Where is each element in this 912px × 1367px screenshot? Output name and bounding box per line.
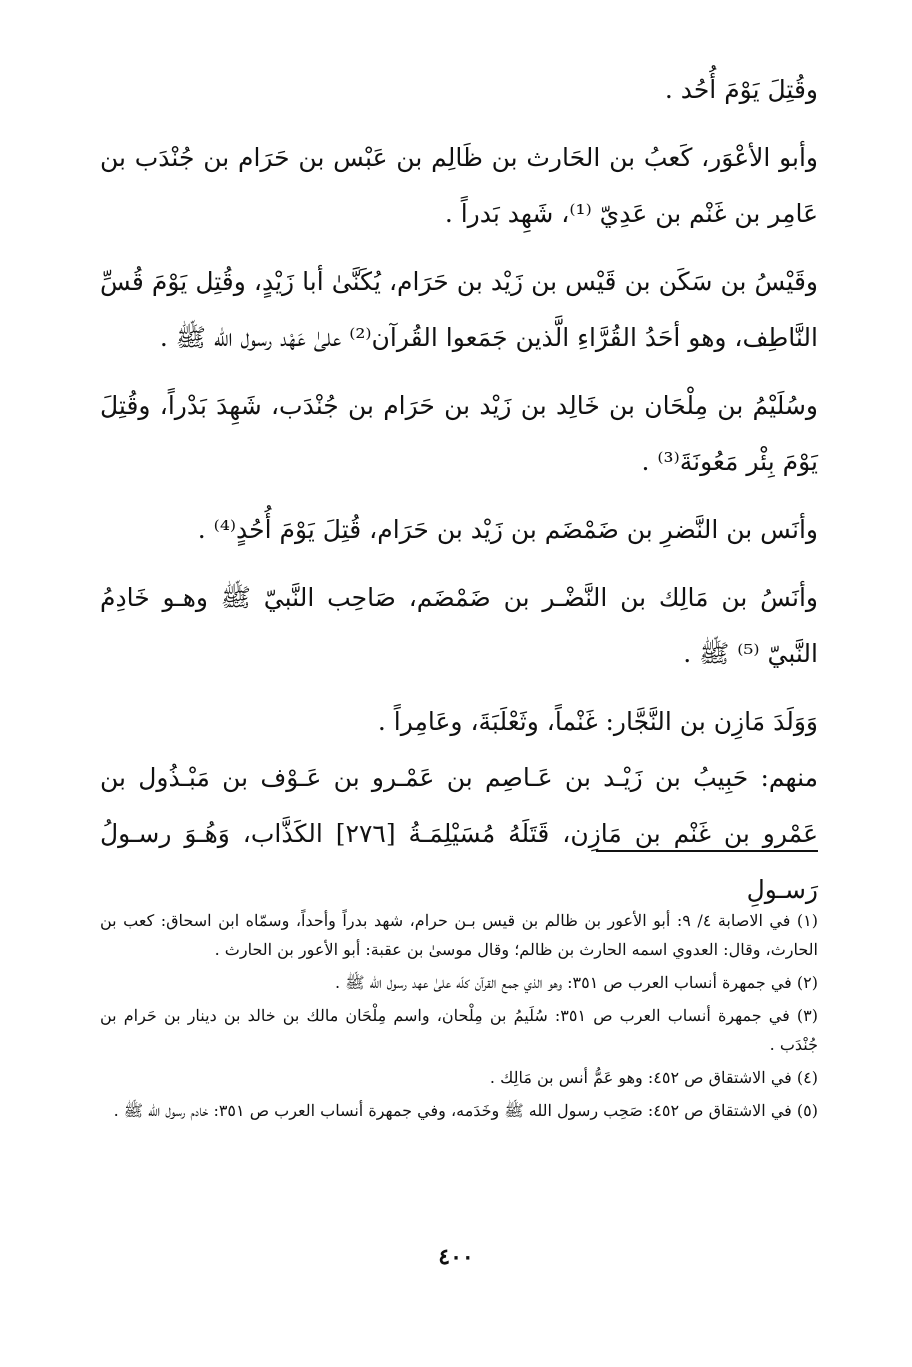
paragraph-uhud: وقُتِلَ يَوْمَ أُحُد . (664, 75, 818, 104)
main-text (100, 62, 818, 930)
paragraph-habib: منهم: حَبِيبُ بن زَيْـد بن عَـاصِم بن عَمْـرو بن عَـوْف بن مَبْـذُول بن عَمْرو بن غَنْم بن مَازِن، قَتَلَهُ مُسَيْلِمَـةُ [٢٧٦] الكَذَّاب، وَهُـوَ رسـولُ رَسـولِ (100, 763, 818, 904)
footnote-5: (٥) في الاشتقاق ص ٤٥٢: صَحِب رسول الله ﷺ وخَدَمه، وفي جمهرة أنساب العرب ص ٣٥١: خادم رسول الله ﷺ . (113, 1101, 818, 1120)
paragraph-mazin: وَوَلَدَ مَازِن بن النَّجَّار: غَنْماً، وثَعْلَبَةَ، وعَامِراً . (377, 707, 818, 736)
footnote-3: (٣) في جمهرة أنساب العرب ص ٣٥١: سُلَيمُ بن مِلْحان، واسم مِلْحَان مالك بن خالد بن دينار بن حَرام بن جُنْدَب . (100, 1006, 818, 1054)
footnote-4: (٤) في الاشتقاق ص ٤٥٢: وهو عَمُّ أنس بن مَالِك . (489, 1068, 818, 1087)
paragraph-sulaym: وسُلَيْمُ بن مِلْحَان بن خَالِد بن زَيْد بن حَرَام بن جُنْدَب، شَهِدَ بَدْراً، وقُتِلَ يَوْمَ بِئْر مَعُونَةَ⁽³⁾ . (100, 391, 818, 476)
footnote-2: (٢) في جمهرة أنساب العرب ص ٣٥١: وهو الذي جمع القرآن كلّه علىٰ عهد رسول الله ﷺ . (335, 973, 818, 992)
paragraph-anas-nadr: وأنَس بن النَّضرِ بن ضَمْضَم بن زَيْد بن حَرَام، قُتِلَ يَوْمَ أُحُدٍ⁽⁴⁾ . (197, 515, 818, 544)
paragraph-qays: وقَيْسُ بن سَكَن بن قَيْس بن زَيْد بن حَرَام، يُكَنَّىٰ أبا زَيْدٍ، وقُتِل يَوْمَ قُسِّ النَّاطِف، وهو أحَدُ القُرَّاءِ الَّذين جَمَعوا القُرآن⁽²⁾ علىٰ عَهْد رسول الله ﷺ . (100, 267, 818, 352)
page-number: ٤٠٠ (438, 1244, 474, 1270)
footnote-1: (١) في الاصابة ٤/ ٩: أبو الأعور بن ظالم بن قيس بـن حرام، شهد بدراً وأحداً، وسمّاه ابن اسحاق: كعب بن الحارث، وقال: العدوي اسمه الحارث بن ظالم؛ وقال موسىٰ بن عقبة: أبو الأعور بن الحارث . (100, 911, 818, 959)
paragraph-anas-malik: وأنَسُ بن مَالِك بن النَّضْـر بن ضَمْضَم، صَاحِب النَّبيّ ﷺ وهـو خَادِمُ النَّبيّ ⁽⁵⁾ ﷺ . (100, 583, 818, 668)
paragraph-abu-alawar: وأبو الأعْوَر، كَعبُ بن الحَارث بن ظَالِم بن عَبْس بن حَرَام بن جُنْدَب بن عَامِر بن غَنْم بن عَدِيّ ⁽¹⁾، شَهِد بَدراً . (100, 143, 818, 228)
footnotes (100, 906, 818, 1129)
footnote-divider (596, 850, 818, 852)
